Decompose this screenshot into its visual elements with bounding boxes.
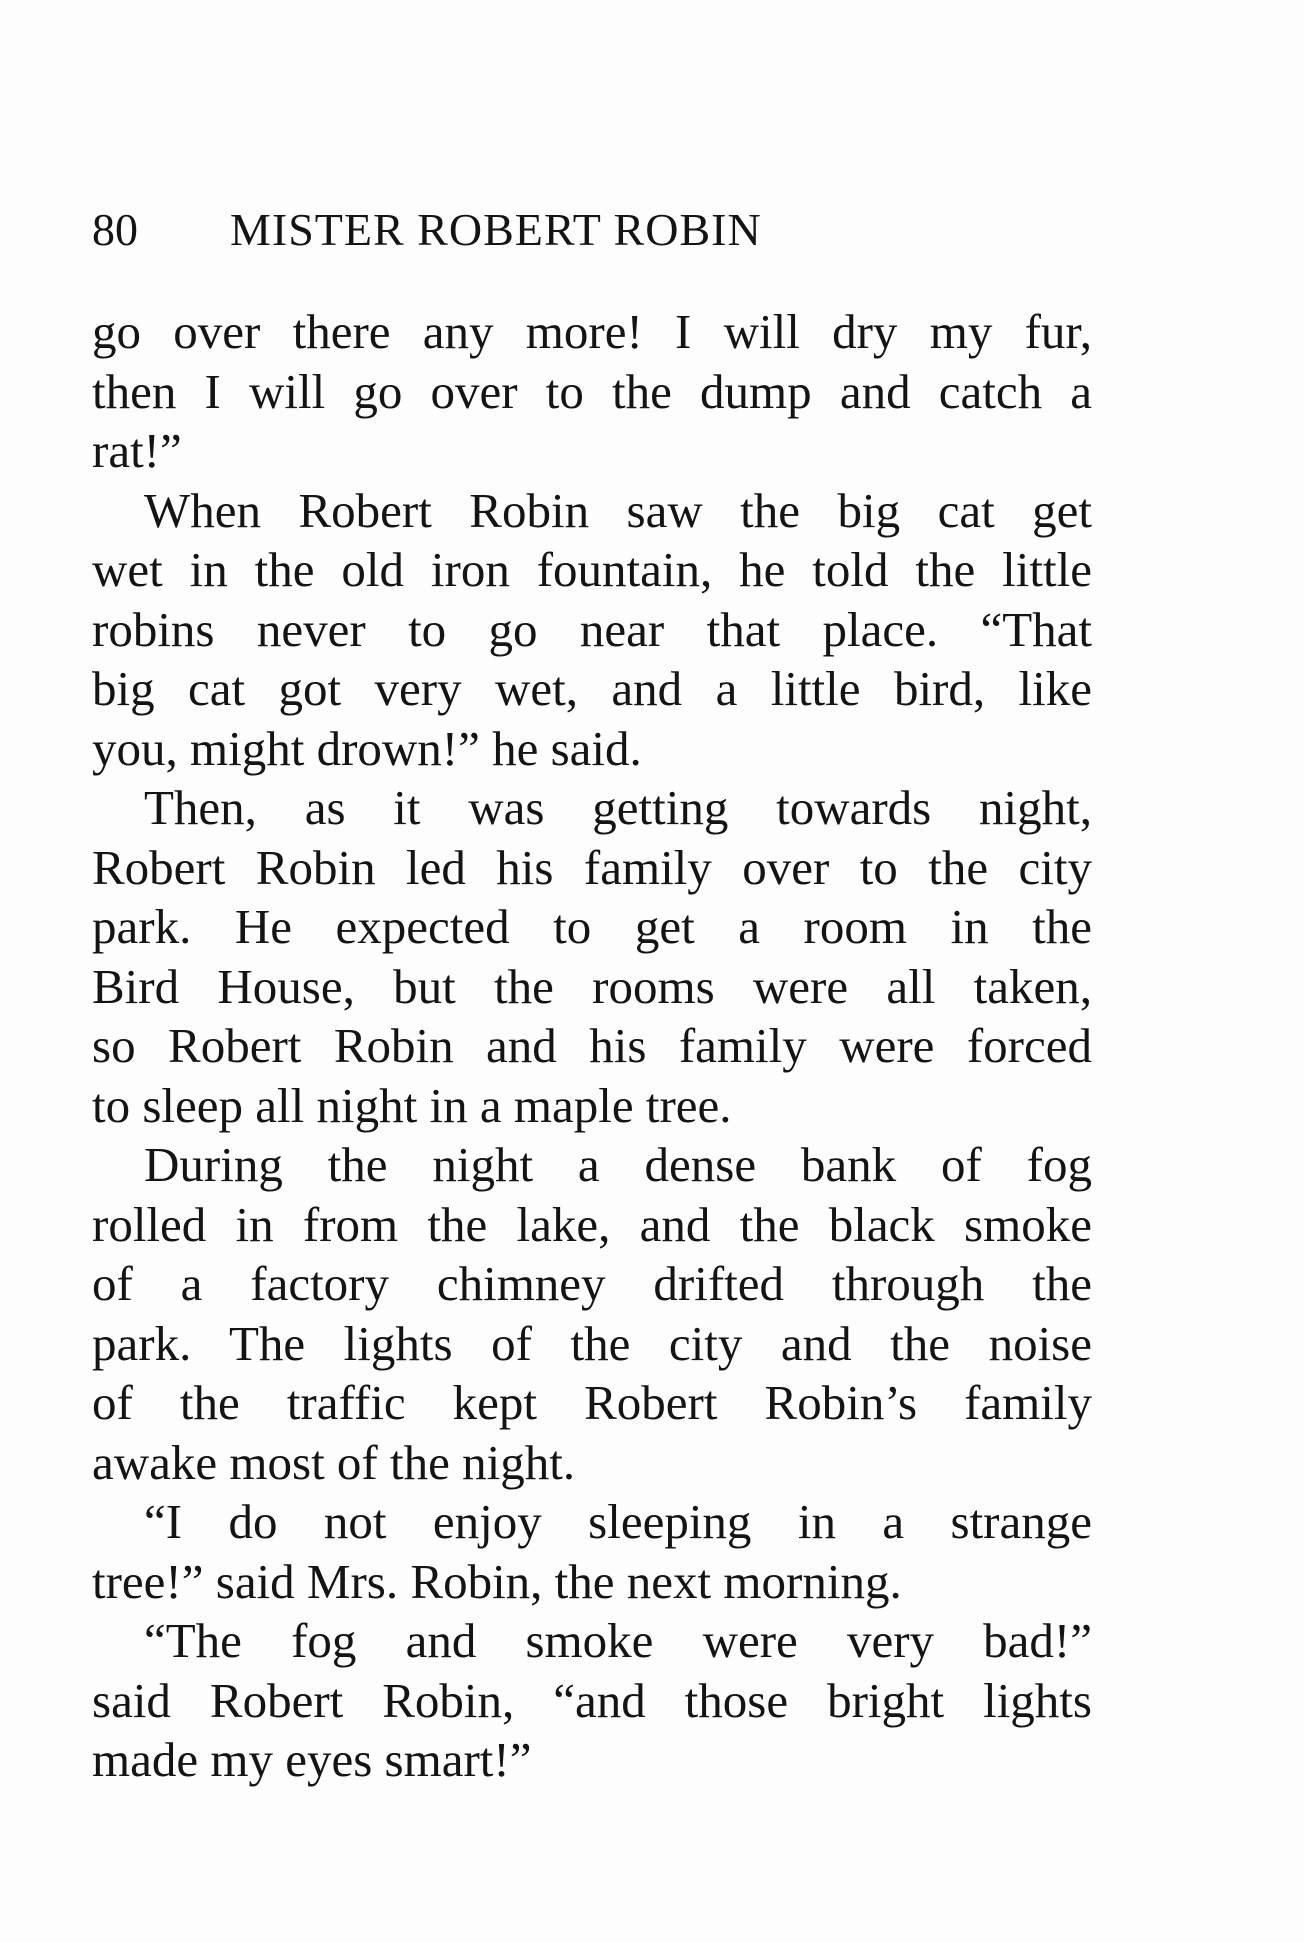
text-line: so Robert Robin and his family were forced [92,1018,1092,1073]
text-line: Then, as it was getting towards night, [144,780,1092,835]
text-line: “The fog and smoke were very bad!” [144,1613,1092,1668]
text-line: rat!” [92,423,182,478]
text-line: of a factory chimney drifted through the [92,1256,1092,1311]
text-line: “I do not enjoy sleeping in a strange [144,1494,1092,1549]
text-line: awake most of the night. [92,1434,576,1490]
text-line: During the night a dense bank of fog [144,1137,1092,1192]
text-line: park. The lights of the city and the noise [92,1315,1092,1371]
text-line: go over there any more! I will dry my fur, [92,304,1092,359]
text-line: When Robert Robin saw the big cat get [144,482,1092,538]
text-line: you, might drown!” he said. [92,720,642,776]
text-line: then I will go over to the dump and catch a [92,363,1092,419]
text-line: robins never to go near that place. “That [92,601,1092,657]
text-line: Bird House, but the rooms were all taken, [92,958,1092,1014]
page-header [92,200,1092,260]
text-line: of the traffic kept Robert Robin’s family [92,1375,1092,1430]
text-line: made my eyes smart!” [92,1732,532,1787]
page-number: 80 [92,204,138,255]
text-line: wet in the old iron fountain, he told the little [92,542,1092,597]
text-line: park. He expected to get a room in the [92,899,1092,954]
text-line: rolled in from the lake, and the black smoke [92,1196,1092,1252]
text-line: big cat got very wet, and a little bird, like [92,661,1092,716]
text-line: tree!” said Mrs. Robin, the next morning. [92,1553,902,1609]
text-line: said Robert Robin, “and those bright lights [92,1672,1092,1728]
body-text [92,302,1092,1790]
running-title: MISTER ROBERT ROBIN [230,204,762,255]
text-line: to sleep all night in a maple tree. [92,1077,732,1133]
text-line: Robert Robin led his family over to the city [92,839,1092,895]
